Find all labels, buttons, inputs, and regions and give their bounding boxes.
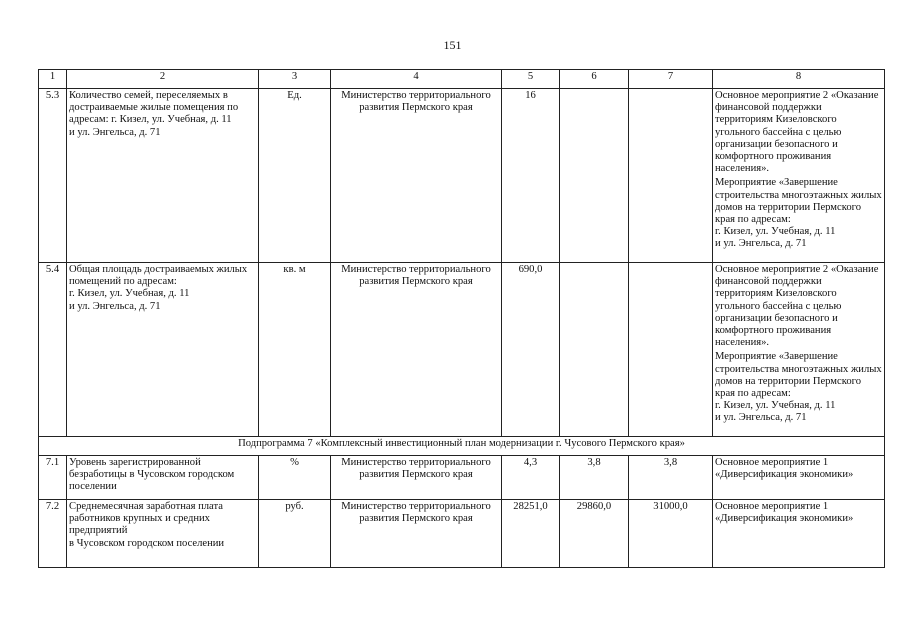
header-cell: 5 bbox=[502, 70, 560, 89]
measure-main: Основное мероприятие 1 «Диверсификация экономики» bbox=[715, 501, 854, 525]
ministry-cell: Министерство территориального развития Пермского края bbox=[331, 500, 502, 568]
indicator-text: Общая площадь достраиваемых жилых помещений по адресам: г. Кизел, ул. Учебная, д. 11 и ул. Энгельса, д. 71 bbox=[69, 264, 248, 312]
value-col5: 690,0 bbox=[502, 263, 560, 437]
value-col7: 3,8 bbox=[629, 456, 713, 500]
page-number: 151 bbox=[443, 38, 462, 52]
unit-cell: Ед. bbox=[259, 89, 331, 263]
table-row bbox=[39, 500, 885, 568]
measure-cell bbox=[713, 456, 885, 500]
unit-cell: руб. bbox=[259, 500, 331, 568]
table-row bbox=[39, 456, 885, 500]
header-cell: 4 bbox=[331, 70, 502, 89]
unit-cell: % bbox=[259, 456, 331, 500]
measure-main: Основное мероприятие 2 «Оказание финансовой поддержки территориям Кизеловского угольного бассейна с целью организации безопасного и комфортного проживания населения». bbox=[715, 90, 879, 175]
ministry-cell: Министерство территориального развития Пермского края bbox=[331, 89, 502, 263]
indicator-text: Среднемесячная заработная плата работников крупных и средних предприятий в Чусовском городском поселении bbox=[69, 501, 225, 549]
row-number: 7.1 bbox=[39, 456, 67, 500]
value-col7 bbox=[629, 89, 713, 263]
value-col5: 4,3 bbox=[502, 456, 560, 500]
row-number: 7.2 bbox=[39, 500, 67, 568]
value-col7: 31000,0 bbox=[629, 500, 713, 568]
value-col5: 16 bbox=[502, 89, 560, 263]
indicators-table bbox=[38, 69, 885, 568]
ministry-cell: Министерство территориального развития Пермского края bbox=[331, 456, 502, 500]
table-row bbox=[39, 89, 885, 263]
indicator-cell bbox=[67, 456, 259, 500]
header-cell: 1 bbox=[39, 70, 67, 89]
header-row bbox=[39, 70, 885, 89]
indicator-cell bbox=[67, 263, 259, 437]
indicator-text: Уровень зарегистрированной безработицы в Чусовском городском поселении bbox=[69, 457, 235, 493]
measure-cell bbox=[713, 263, 885, 437]
measure-cell bbox=[713, 500, 885, 568]
value-col5: 28251,0 bbox=[502, 500, 560, 568]
header-cell: 6 bbox=[560, 70, 629, 89]
value-col6 bbox=[560, 89, 629, 263]
table-row bbox=[39, 263, 885, 437]
value-col7 bbox=[629, 263, 713, 437]
header-cell: 8 bbox=[713, 70, 885, 89]
measure-sub: Мероприятие «Завершение строительства многоэтажных жилых домов на территории Пермского края по адресам: г. Кизел, ул. Учебная, д. 11 и ул. Энгельса, д. 71 bbox=[715, 177, 882, 250]
indicator-text: Количество семей, переселяемых в достраиваемые жилые помещения по адресам: г. Кизел, ул. Учебная, д. 11 и ул. Энгельса, д. 71 bbox=[69, 90, 239, 138]
unit-cell: кв. м bbox=[259, 263, 331, 437]
header-cell: 7 bbox=[629, 70, 713, 89]
row-number: 5.3 bbox=[39, 89, 67, 263]
measure-main: Основное мероприятие 2 «Оказание финансовой поддержки территориям Кизеловского угольного бассейна с целью организации безопасного и комфортного проживания населения». bbox=[715, 264, 879, 349]
ministry-cell: Министерство территориального развития Пермского края bbox=[331, 263, 502, 437]
measure-cell bbox=[713, 89, 885, 263]
header-cell: 2 bbox=[67, 70, 259, 89]
indicator-cell bbox=[67, 500, 259, 568]
indicator-cell bbox=[67, 89, 259, 263]
measure-sub: Мероприятие «Завершение строительства многоэтажных жилых домов на территории Пермского края по адресам: г. Кизел, ул. Учебная, д. 11 и ул. Энгельса, д. 71 bbox=[715, 351, 882, 424]
header-cell: 3 bbox=[259, 70, 331, 89]
value-col6 bbox=[560, 263, 629, 437]
subprogram-row bbox=[39, 437, 885, 456]
value-col6: 29860,0 bbox=[560, 500, 629, 568]
value-col6: 3,8 bbox=[560, 456, 629, 500]
measure-main: Основное мероприятие 1 «Диверсификация экономики» bbox=[715, 457, 854, 481]
row-number: 5.4 bbox=[39, 263, 67, 437]
subprogram-title: Подпрограмма 7 «Комплексный инвестиционный план модернизации г. Чусового Пермского края» bbox=[39, 437, 885, 456]
